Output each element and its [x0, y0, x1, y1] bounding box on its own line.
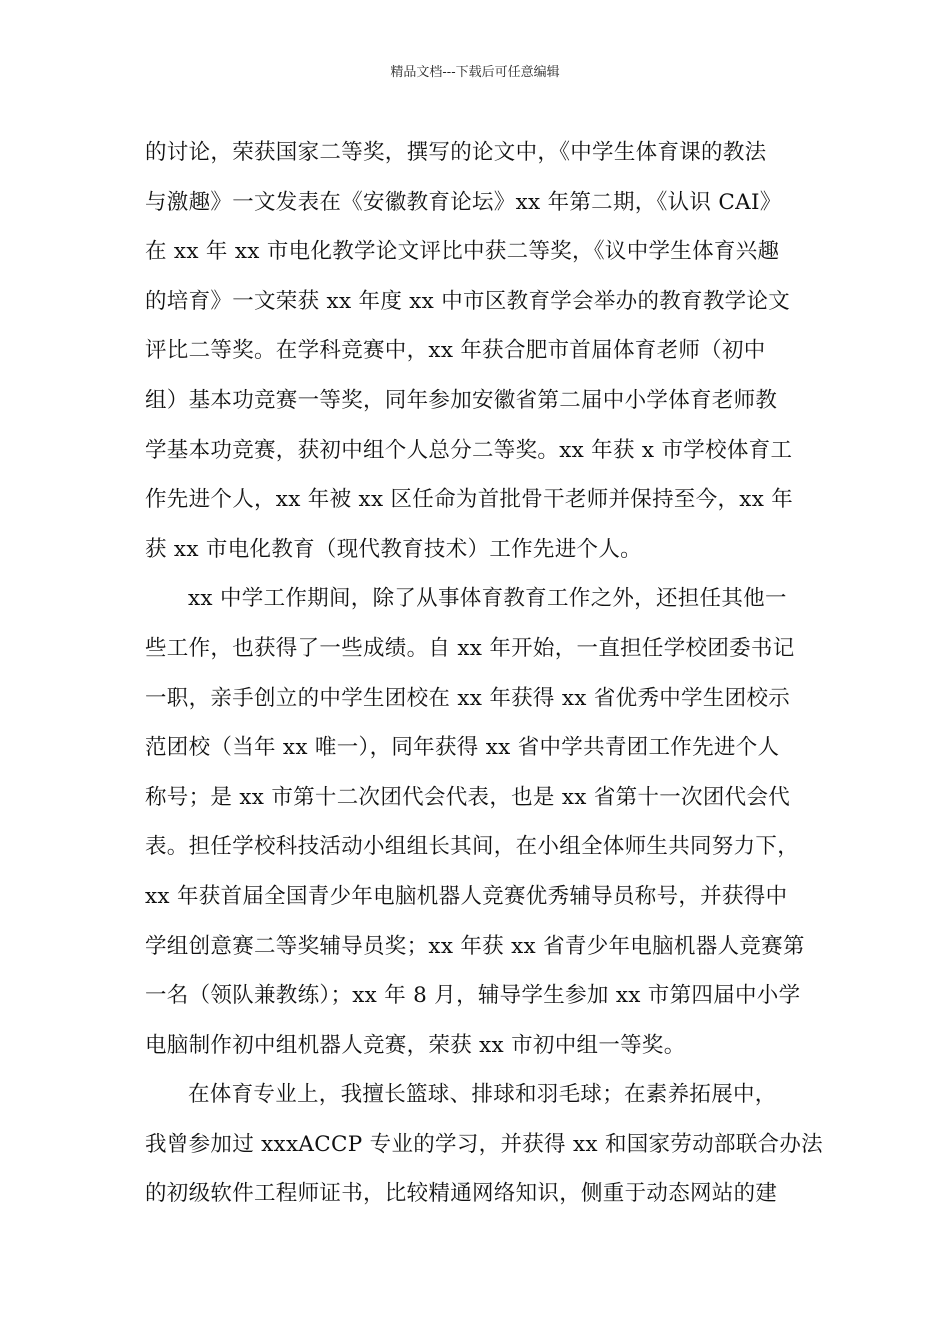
text-line: 组）基本功竞赛一等奖，同年参加安徽省第二届中小学体育老师教: [145, 387, 778, 413]
text-line: 电脑制作初中组机器人竞赛，荣获 xx 市初中组一等奖。: [145, 1032, 686, 1058]
text-line: 我曾参加过 xxxACCP 专业的学习，并获得 xx 和国家劳动部联合办法: [145, 1131, 823, 1157]
text-line-indented: xx 中学工作期间，除了从事体育教育工作之外，还担任其他一: [188, 586, 787, 612]
text-line: 作先进个人，xx 年被 xx 区任命为首批骨干老师并保持至今，xx 年: [145, 487, 794, 513]
text-line: 的讨论，荣获国家二等奖，撰写的论文中，《中学生体育课的教法: [145, 140, 767, 165]
text-line: 表。担任学校科技活动小组组长其间，在小组全体师生共同努力下，: [145, 834, 800, 860]
paragraph-skills: [145, 1070, 823, 1219]
text-line: 学组创意赛二等奖辅导员奖；xx 年获 xx 省青少年电脑机器人竞赛第: [145, 933, 805, 959]
text-line: 的初级软件工程师证书，比较精通网络知识，侧重于动态网站的建: [145, 1181, 778, 1207]
text-line: 在 xx 年 xx 市电化教学论文评比中获二等奖，《议中学生体育兴趣: [145, 239, 780, 265]
text-line: 范团校（当年 xx 唯一），同年获得 xx 省中学共青团工作先进个人: [145, 735, 780, 761]
paragraph-awards: [145, 128, 815, 574]
text-line: 学基本功竞赛，获初中组个人总分二等奖。xx 年获 x 市学校体育工: [145, 437, 793, 463]
document-body: [145, 128, 823, 1219]
text-line: 一名（领队兼教练）；xx 年 8 月，辅导学生参加 xx 市第四届中小学: [145, 983, 801, 1009]
text-line: 称号；是 xx 市第十二次团代会代表，也是 xx 省第十一次团代会代: [145, 784, 791, 810]
page-header: 精品文档---下载后可任意编辑: [390, 65, 560, 80]
paragraph-school-work: [145, 574, 815, 1070]
text-line: xx 年获首届全国青少年电脑机器人竞赛优秀辅导员称号，并获得中: [145, 883, 788, 909]
text-line: 获 xx 市电化教育（现代教育技术）工作先进个人。: [145, 536, 642, 562]
text-line-indented: 在体育专业上，我擅长篮球、排球和羽毛球；在素养拓展中，: [188, 1082, 777, 1108]
text-line: 与激趣》一文发表在《安徽教育论坛》xx 年第二期，《认识 CAI》: [145, 189, 782, 215]
text-line: 一职，亲手创立的中学生团校在 xx 年获得 xx 省优秀中学生团校示: [145, 685, 791, 711]
text-line: 的培育》一文荣获 xx 年度 xx 中市区教育学会举办的教育教学论文: [145, 288, 791, 314]
text-line: 评比二等奖。在学科竞赛中，xx 年获合肥市首届体育老师（初中: [145, 338, 766, 364]
text-line: 些工作，也获得了一些成绩。自 xx 年开始，一直担任学校团委书记: [145, 635, 795, 661]
